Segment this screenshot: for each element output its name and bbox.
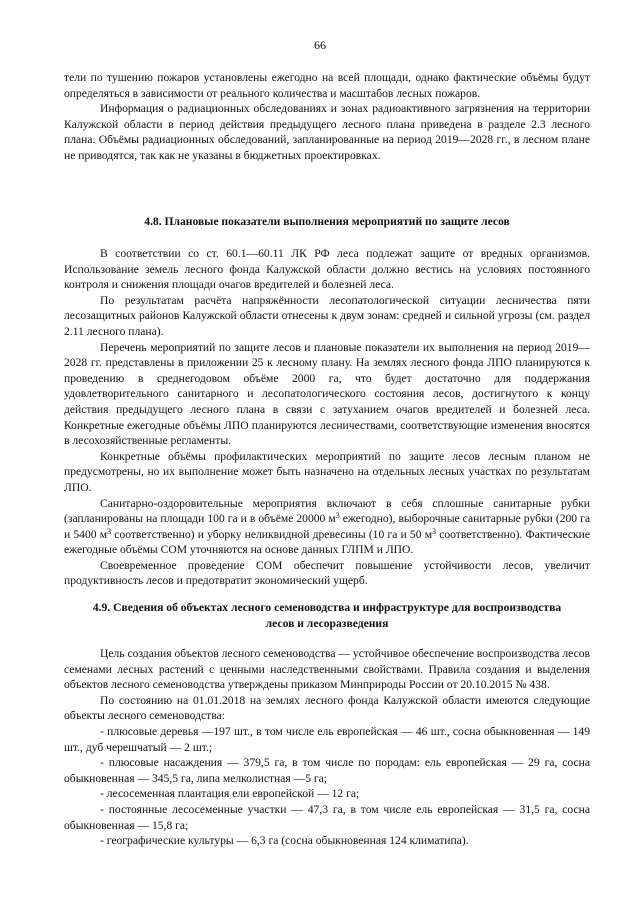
- paragraph: В соответствии со ст. 60.1—60.11 ЛК РФ леса подлежат защите от вредных организмов. Использование земель лесного фонда Калужской области должно вестись на условиях постоянного контроля и снижения площади очагов вредителей и болезней леса.: [64, 247, 590, 292]
- text-run: ежегодно), выборочные санитарные рубки (200 га и 5400 м: [64, 512, 590, 541]
- section-heading-4-8: 4.8. Плановые показатели выполнения мероприятий по защите лесов: [144, 215, 510, 228]
- paragraph: Цель создания объектов лесного семеноводства — устойчивое обеспечение воспроизводства лесов семенами лесных растений с ценными наследственными свойствами. Правила создания и выделения объектов лесного семеноводства утверждены приказом Минприроды России от 20.10.2015 № 438.: [64, 647, 590, 692]
- text-run: соответственно). Фактические ежегодные объёмы СОМ уточняются на основе данных ГЛПМ и ЛПО.: [64, 527, 590, 557]
- paragraph-sanitary: [64, 496, 590, 558]
- list-item: - географические культуры — 6,3 га (сосна обыкновенная 124 климатипа).: [100, 834, 469, 848]
- text-run: соответственно) и уборку неликвидной древесины (10 га и 50 м: [111, 527, 433, 541]
- section-heading-4-9: [64, 600, 590, 631]
- paragraph: Перечень мероприятий по защите лесов и плановые показатели их выполнения на период 2019—2028 гг. представлены в приложении 25 к лесному плану. На землях лесного фонда ЛПО планируются к проведению в среднегодовом объёме 2000 га, что будет достаточно для поддержания удовлетворительного санитарного и лесопатологического состояния лесов, достигнутого к концу действия предыдущего лесного плана в связи с затуханием очагов вредителей и болезней леса. Конкретные ежегодные объёмы ЛПО планируются лесничествами, соответствующие изменения вносятся в лесохозяйственные регламенты.: [64, 340, 590, 448]
- superscript: 3: [107, 526, 112, 536]
- paragraph: Конкретные объёмы профилактических мероприятий по защите лесов лесным планом не предусмотрены, но их выполнение может быть назначено на отдельных лесных участках по результатам ЛПО.: [64, 449, 590, 494]
- paragraph: тели по тушению пожаров установлены ежегодно на всей площади, однако фактические объёмы будут определяться в зависимости от реального количества и масштабов лесных пожаров.: [64, 71, 590, 100]
- paragraph: По состоянию на 01.01.2018 на землях лесного фонда Калужской области имеются следующие объекты лесного семеноводства:: [64, 693, 590, 723]
- list-item: - плюсовые деревья —197 шт., в том числе ель европейская — 46 шт., сосна обыкновенная — 149 шт., дуб черешчатый — 2 шт.;: [64, 724, 590, 754]
- heading-line: 4.9. Сведения об объектах лесного семеноводства и инфраструктуре для воспроизводства: [92, 601, 562, 614]
- heading-line: лесов и лесоразведения: [265, 616, 389, 630]
- page-number: 66: [314, 38, 326, 52]
- superscript: 3: [335, 511, 340, 521]
- text-run: Санитарно-оздоровительные мероприятия включают в себя сплошные санитарные рубки (запланированы на площади 100 га и в объёме 20000 м: [64, 496, 590, 526]
- section-4-9-body: [64, 646, 590, 849]
- paragraph: По результатам расчёта напряжённости лесопатологической ситуации лесничества пяти лесозащитных районов Калужской области отнесены к двум зонам: средней и сильной угрозы (см. раздел 2.11 лесного плана).: [64, 293, 590, 338]
- paragraph: Информация о радиационных обследованиях и зонах радиоактивного загрязнения на территории Калужской области в период действия предыдущего лесного плана приведена в разделе 2.3 лесного плана. Объёмы радиационных обследований, запланированные на период 2019—2028 гг., в лесном плане не приводятся, так как не указаны в бюджетных проектировках.: [64, 102, 590, 162]
- list-item: - плюсовые насаждения — 379,5 га, в том числе по породам: ель европейская — 29 га, сосна обыкновенная — 345,5 га, липа мелколистная —5 га;: [64, 756, 590, 785]
- section-4-8-body: [64, 246, 590, 589]
- paragraph: Своевременное проведение СОМ обеспечит повышение устойчивости лесов, увеличит продуктивность лесов и предотвратит экономический ущерб.: [64, 558, 590, 588]
- list-item: - лесосеменная плантация ели европейской — 12 га;: [100, 787, 360, 801]
- superscript: 3: [432, 526, 437, 536]
- list-item: - постоянные лесосеменные участки — 47,3 га, в том числе ель европейская — 31,5 га, сосна обыкновенная — 15,8 га;: [64, 802, 590, 832]
- intro-block: [64, 70, 590, 164]
